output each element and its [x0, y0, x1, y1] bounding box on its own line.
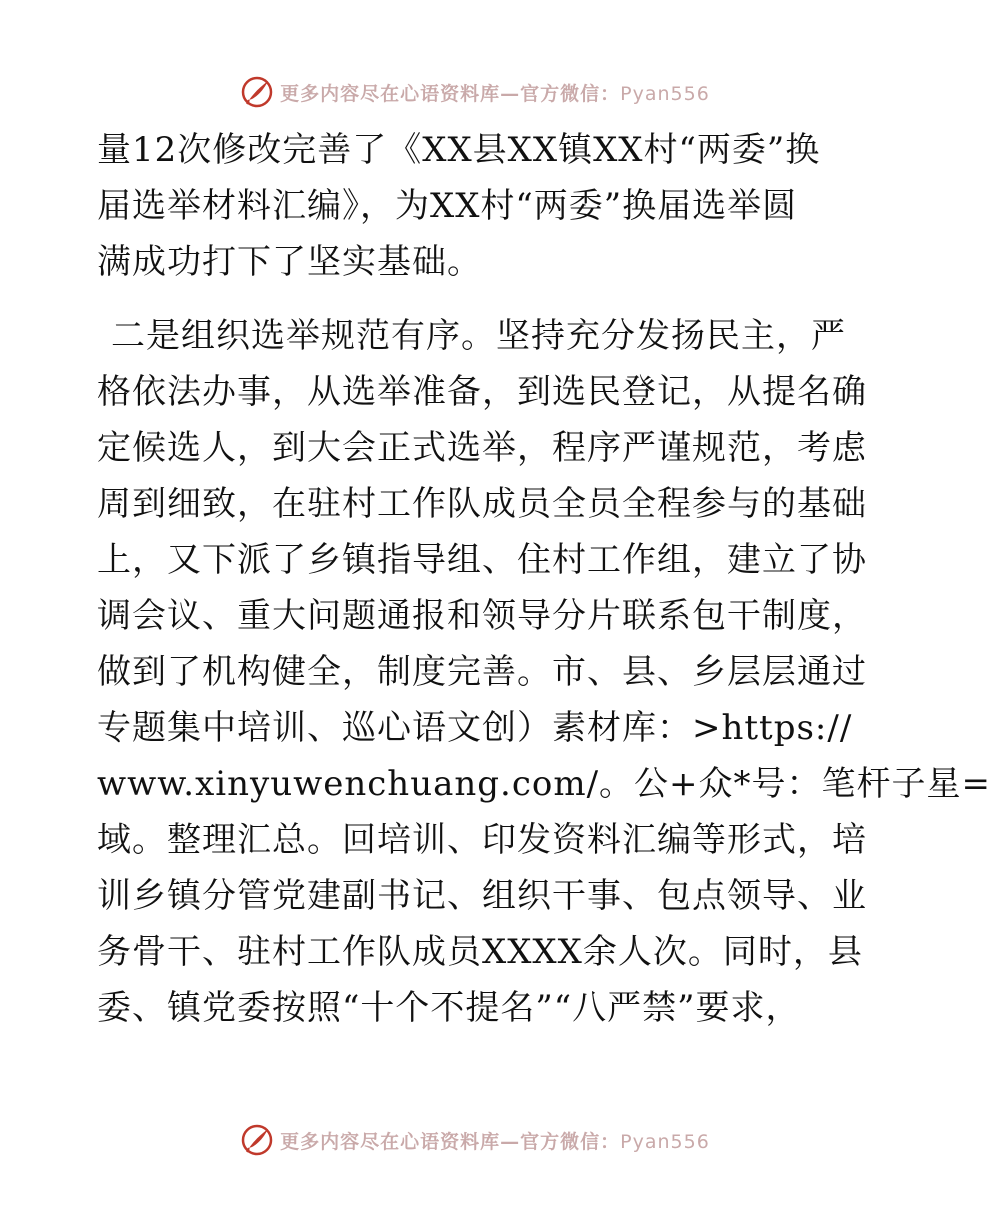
text-line: 届选举材料汇编》，为XX村“两委”换届选举圆 — [97, 186, 798, 226]
footer-watermark — [0, 1120, 950, 1160]
paragraph-2 — [97, 308, 991, 1036]
paragraph-1 — [97, 122, 857, 290]
text-line: 务骨干、驻村工作队成员XXXX余人次。同时，县 — [97, 932, 863, 972]
text-line: 定候选人，到大会正式选举，程序严谨规范，考虑 — [97, 428, 867, 468]
text-line: 委、镇党委按照“十个不提名”“八严禁”要求， — [97, 988, 801, 1028]
text-line: 周到细致，在驻村工作队成员全员全程参与的基础 — [97, 484, 867, 524]
footer-watermark-text: 更多内容尽在心语资料库—官方微信：Pyan556 — [280, 1130, 710, 1153]
text-line: 训乡镇分管党建副书记、组织干事、包点领导、业 — [97, 876, 867, 916]
quill-pen-logo-icon — [240, 75, 274, 109]
text-line: 做到了机构健全，制度完善。市、县、乡层层通过 — [97, 652, 867, 692]
text-line: 格依法办事，从选举准备，到选民登记，从提名确 — [97, 372, 867, 412]
text-line: 量12次修改完善了《XX县XX镇XX村“两委”换 — [97, 130, 821, 170]
document-body — [97, 122, 991, 1036]
text-line: 满成功打下了坚实基础。 — [97, 242, 482, 282]
header-watermark — [0, 72, 950, 112]
text-line: 调会议、重大问题通报和领导分片联系包干制度， — [97, 596, 867, 636]
quill-pen-logo-icon — [240, 1123, 274, 1157]
text-line: 域。整理汇总。回培训、印发资料汇编等形式，培 — [97, 820, 867, 860]
header-watermark-text: 更多内容尽在心语资料库—官方微信：Pyan556 — [280, 82, 710, 105]
text-line: 上，又下派了乡镇指导组、住村工作组，建立了协 — [97, 540, 867, 580]
text-line: www.xinyuwenchuang.com/。公+众*号：笔杆子星= — [97, 764, 991, 804]
text-line: 二是组织选举规范有序。坚持充分发扬民主，严 — [111, 316, 846, 356]
text-line: 专题集中培训、巡心语文创）素材库：>https:// — [97, 708, 853, 748]
